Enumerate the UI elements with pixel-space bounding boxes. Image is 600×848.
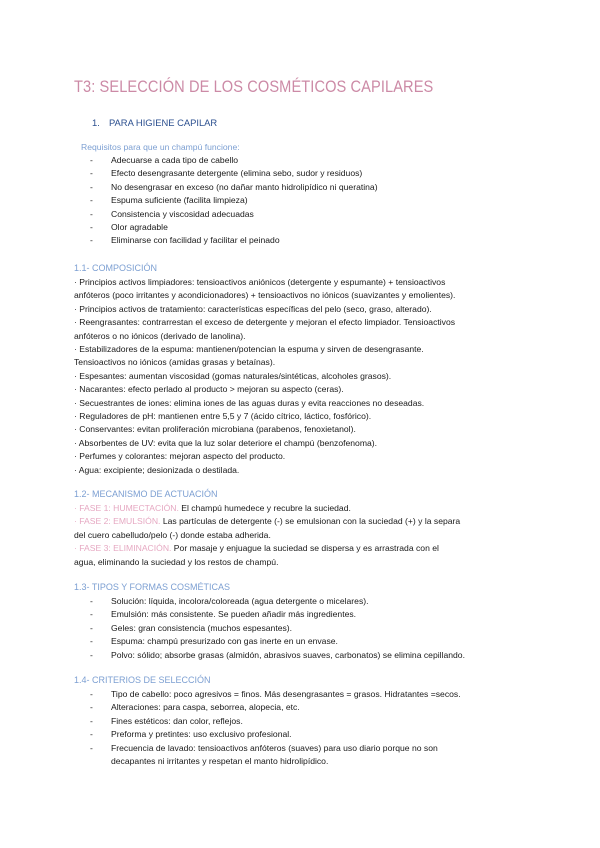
list-item: - Polvo: sólido; absorbe grasas (almidón, abrasivos suaves, carbonatos) se elimina cepillando. [90, 649, 465, 660]
composicion-heading: 1.1- COMPOSICIÓN [74, 263, 158, 273]
text-line: · Estabilizadores de la espuma: mantienen/potencian la espuma y sirven de desengrasante. [74, 344, 424, 355]
text-line: del cuero cabelludo/pelo (-) donde estaba adherida. [74, 529, 271, 540]
list-item-continuation: decapantes ni irritantes y respetan el manto hidrolipídico. [111, 756, 329, 767]
list-item: - Alteraciones: para caspa, seborrea, alopecia, etc. [90, 702, 300, 713]
text-line: · FASE 3: ELIMINACIÓN. Por masaje y enjuague la suciedad se dispersa y es arrastrada con el [74, 543, 439, 554]
text-line: · Principios activos limpiadores: tensioactivos aniónicos (detergente y espumante) + tensioactivos [74, 277, 446, 287]
list-item: - Eliminarse con facilidad y facilitar el peinado [90, 235, 280, 246]
tipos-heading: 1.3- TIPOS Y FORMAS COSMÉTICAS [74, 582, 231, 592]
requirements-list [90, 154, 378, 248]
list-item: - Emulsión: más consistente. Se pueden añadir más ingredientes. [90, 609, 357, 620]
fase-label: · FASE 1: HUMECTACIÓN. [74, 503, 179, 513]
fase-label: · FASE 2: EMULSIÓN. [74, 516, 161, 527]
criterios-heading: 1.4- CRITERIOS DE SELECCIÓN [74, 675, 211, 685]
page-title: T3: SELECCIÓN DE LOS COSMÉTICOS CAPILARES [74, 77, 434, 96]
section-number: 1. [92, 117, 100, 128]
mecanismo-heading: 1.2- MECANISMO DE ACTUACIÓN [74, 489, 218, 499]
list-item: - Geles: gran consistencia (muchos espesantes). [90, 622, 293, 633]
requirements-title: Requisitos para que un champú funcione: [81, 142, 240, 152]
tipos-list [90, 595, 465, 662]
list-item: - Consistencia y viscosidad adecuadas [90, 208, 254, 219]
list-item: - Espuma: champú presurizado con gas inerte en un envase. [90, 636, 338, 647]
fase-label: · FASE 3: ELIMINACIÓN. [74, 543, 172, 554]
text-line: · Absorbentes de UV: evita que la luz solar deteriore el champú (benzofenoma). [74, 437, 378, 448]
text-line: Tensioactivos no iónicos (amidas grasas y betaínas). [74, 357, 276, 368]
text-line: · Espesantes: aumentan viscosidad (gomas naturales/sintéticas, alcoholes grasos). [74, 370, 392, 381]
section-heading-text: PARA HIGIENE CAPILAR [109, 117, 218, 128]
list-item: - No desengrasar en exceso (no dañar manto hidrolipídico ni queratina) [90, 181, 378, 192]
text-line: · Reengrasantes: contrarrestan el exceso de detergente y mejoran el efecto limpiador. Tensioactivos [74, 317, 456, 328]
list-item: - Olor agradable [90, 222, 168, 233]
text-line: agua, eliminando la suciedad y los restos de champú. [74, 556, 279, 567]
text-line: · Perfumes y colorantes: mejoran aspecto del producto. [74, 451, 286, 462]
text-line: · FASE 2: EMULSIÓN. Las partículas de detergente (-) se emulsionan con la suciedad (+) y la separa [74, 516, 461, 527]
text-line: · FASE 1: HUMECTACIÓN. El champú humedece y recubre la suciedad. [74, 503, 351, 513]
criterios-list [90, 688, 461, 768]
text-line: anfóteros (poco irritantes y acondicionadores) + tensioactivos no iónicos (suavizantes y emolientes). [74, 290, 456, 301]
list-item: - Solución: líquida, incolora/coloreada (agua detergente o micelares). [90, 596, 369, 606]
section-heading [92, 117, 217, 128]
list-item: - Frecuencia de lavado: tensioactivos anfóteros (suaves) para uso diario porque no son [90, 742, 438, 753]
text-line: · Principios activos de tratamiento: características específicas del pelo (seco, graso, alterado). [74, 303, 432, 314]
list-item: - Tipo de cabello: poco agresivos = finos. Más desengrasantes = grasos. Hidratantes =secos. [90, 689, 461, 699]
list-item: - Efecto desengrasante detergente (elimina sebo, sudor y residuos) [90, 168, 363, 179]
text-line: · Nacarantes: efecto perlado al producto > mejoran su aspecto (ceras). [74, 384, 344, 395]
mecanismo-text [74, 502, 534, 569]
list-item: - Adecuarse a cada tipo de cabello [90, 155, 239, 165]
text-line: · Conservantes: evitan proliferación microbiana (parabenos, fenoxietanol). [74, 424, 356, 435]
text-line: anfóteros o no iónicos (derivado de lanolina). [74, 330, 246, 341]
text-line: · Reguladores de pH: mantienen entre 5,5 y 7 (ácido cítrico, láctico, fosfórico). [74, 411, 372, 422]
text-line: · Secuestrantes de iones: elimina iones de las aguas duras y evita reacciones no deseadas. [74, 397, 425, 408]
list-item: - Preforma y pretintes: uso exclusivo profesional. [90, 729, 292, 740]
composicion-text [74, 276, 534, 477]
text-line: · Agua: excipiente; desionizada o destilada. [74, 464, 240, 475]
list-item: - Fines estéticos: dan color, reflejos. [90, 715, 243, 726]
list-item: - Espuma suficiente (facilita limpieza) [90, 195, 248, 206]
